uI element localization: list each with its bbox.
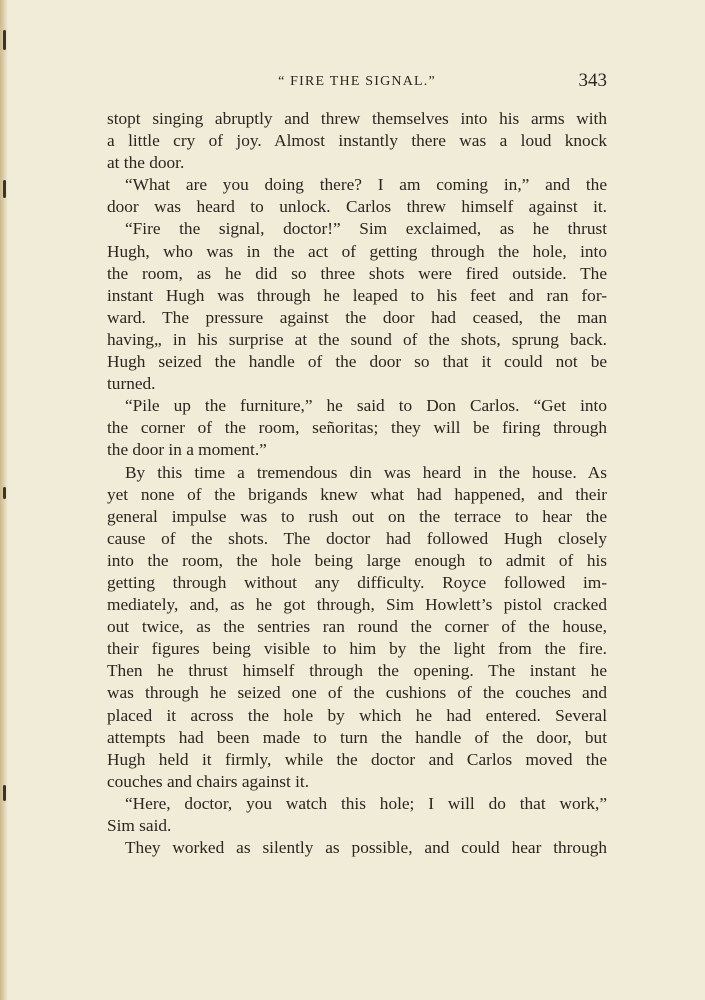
edge-mark	[3, 487, 6, 499]
text-line: into the room, the hole being large enough to admit of his	[107, 550, 607, 570]
text-line: out twice, as the sentries ran round the corner of the house,	[107, 617, 607, 637]
text-line: general impulse was to rush out on the terrace to hear the	[107, 506, 607, 526]
text-line: instant Hugh was through he leaped to his feet and ran for-	[107, 285, 607, 305]
text-line: “What are you doing there? I am coming in,” and the	[125, 175, 607, 195]
text-line: Hugh seized the handle of the door so that it could not be	[107, 352, 607, 372]
page-header	[107, 70, 607, 98]
text-line: Then he thrust himself through the opening. The instant he	[107, 661, 607, 681]
page-number: 343	[578, 70, 607, 91]
body-text	[107, 108, 607, 859]
text-line: the corner of the room, señoritas; they will be firing through	[107, 418, 607, 438]
text-line: door was heard to unlock. Carlos threw himself against it.	[107, 197, 607, 217]
text-line: placed it across the hole by which he had entered. Several	[107, 705, 607, 725]
text-line: the room, as he did so three shots were fired outside. The	[107, 263, 607, 283]
text-line: couches and chairs against it.	[107, 771, 310, 791]
text-line: cause of the shots. The doctor had followed Hugh closely	[107, 528, 607, 548]
text-line: mediately, and, as he got through, Sim Howlett’s pistol cracked	[107, 595, 607, 615]
text-line: attempts had been made to turn the handle of the door, but	[107, 727, 607, 747]
edge-mark	[3, 30, 6, 50]
running-head: “ FIRE THE SIGNAL.”	[278, 74, 436, 89]
text-line: They worked as silently as possible, and could hear through	[125, 838, 607, 858]
text-line: turned.	[107, 374, 156, 394]
text-line: their figures being visible to him by the light from the fire.	[107, 639, 607, 659]
edge-mark	[3, 785, 6, 801]
text-line: ward. The pressure against the door had ceased, the man	[107, 307, 607, 327]
text-line: Hugh, who was in the act of getting through the hole, into	[107, 241, 607, 261]
text-line: a little cry of joy. Almost instantly there was a loud knock	[107, 131, 607, 151]
page-binding-edge	[0, 0, 8, 1000]
text-line: “Here, doctor, you watch this hole; I will do that work,”	[125, 793, 607, 813]
text-line: was through he seized one of the cushions of the couches and	[107, 683, 607, 703]
text-line: stopt singing abruptly and threw themselves into his arms with	[107, 109, 607, 128]
text-line: yet none of the brigands knew what had happened, and their	[107, 484, 607, 504]
edge-mark	[3, 180, 6, 198]
text-line: at the door.	[107, 153, 185, 173]
text-line: “Fire the signal, doctor!” Sim exclaimed, as he thrust	[125, 219, 607, 239]
text-line: Sim said.	[107, 816, 172, 835]
text-line: having„ in his surprise at the sound of the shots, sprung back.	[107, 329, 607, 349]
text-line: By this time a tremendous din was heard in the house. As	[125, 462, 607, 482]
text-line: getting through without any difficulty. Royce followed im-	[107, 572, 607, 592]
text-line: “Pile up the furniture,” he said to Don Carlos. “Get into	[125, 396, 607, 416]
text-line: Hugh held it firmly, while the doctor and Carlos moved the	[107, 749, 607, 769]
text-line: the door in a moment.”	[107, 440, 267, 460]
